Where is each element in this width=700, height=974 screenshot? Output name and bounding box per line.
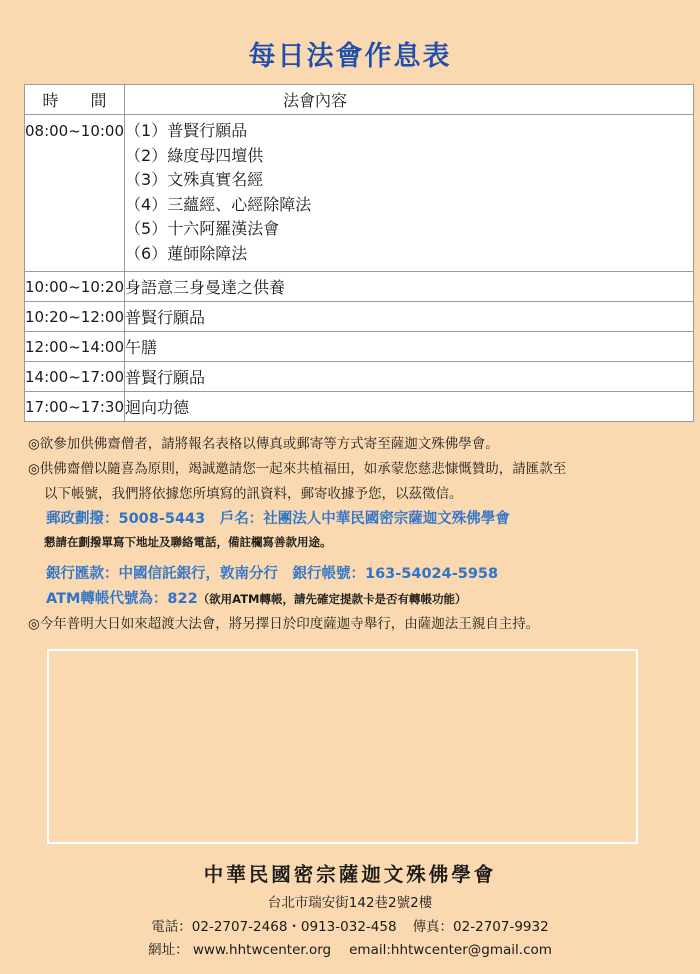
organization-name: 中華民國密宗薩迦文殊佛學會 [203, 863, 497, 886]
web-line [0, 938, 700, 958]
list-item: （2）綠度母四壇供 [125, 145, 264, 165]
table-row [25, 332, 694, 362]
note-donation-line2: 以下帳號，我們將依據您所填寫的訊資料，郵寄收據予您，以茲徵信。 [44, 486, 463, 502]
list-item: （1）普賢行願品 [125, 121, 248, 140]
list-item: （5）十六阿羅漢法會 [125, 219, 280, 238]
email-link[interactable]: email:hhtwcenter@gmail.com [349, 942, 552, 958]
table-row [25, 115, 694, 272]
table-row [25, 362, 694, 392]
content-cell: 午膳 [125, 332, 694, 362]
content-cell: 普賢行願品 [125, 362, 694, 392]
header-content-label: 法會內容 [283, 91, 348, 110]
time-cell: 08:00~10:00 [25, 115, 125, 272]
atm-line [46, 587, 466, 608]
table-row [25, 392, 694, 422]
time-cell: 10:20~12:00 [25, 302, 125, 332]
blank-box [47, 649, 638, 844]
page-title: 每日法會作息表 [248, 41, 452, 72]
table-row [25, 272, 694, 302]
time-cell: 14:00~17:00 [25, 362, 125, 392]
time-cell: 12:00~14:00 [25, 332, 125, 362]
schedule-table [24, 84, 694, 422]
web-label: 網址： [148, 942, 189, 958]
list-item: （6）蓮師除障法 [125, 243, 248, 263]
bank-account: 銀行匯款：中國信託銀行，敦南分行 銀行帳號：163-54024-5958 [46, 566, 499, 582]
list-item: （4）三蘊經、心經除障法 [125, 194, 312, 214]
list-item: （3）文殊真實名經 [125, 170, 264, 189]
time-cell: 17:00~17:30 [25, 392, 125, 422]
website-link[interactable]: www.hhtwcenter.org [192, 942, 332, 958]
content-cell: 普賢行願品 [125, 302, 694, 332]
header-time: 時 間 [25, 85, 125, 115]
table-header-row [25, 85, 694, 115]
content-cell: 身語意三身曼達之供養 [125, 272, 694, 302]
note-donation-line1: ◎供佛齋僧以隨喜為原則，竭誠邀請您一起來共植福田，如承蒙您慈悲慷慨贊助，請匯款至 [28, 461, 567, 477]
note-ceremony: ◎今年普明大日如來超渡大法會，將另擇日於印度薩迦寺舉行，由薩迦法王親自主持。 [28, 616, 540, 632]
time-cell: 10:00~10:20 [25, 272, 125, 302]
content-cell: 迴向功德 [125, 392, 694, 422]
fax-number: 傳真：02-2707-9932 [412, 919, 549, 935]
contact-line [0, 915, 700, 935]
content-cell [125, 115, 694, 272]
postal-account: 郵政劃撥：5008-5443 戶名：社團法人中華民國密宗薩迦文殊佛學會 [46, 511, 510, 527]
note-participation: ◎欲參加供佛齋僧者，請將報名表格以傳真或郵寄等方式寄至薩迦文殊佛學會。 [28, 436, 499, 452]
phone-number: 電話：02-2707-2468・0913-032-458 [151, 919, 397, 935]
address: 台北市瑞安街142巷2號2樓 [267, 895, 433, 911]
header-content [125, 85, 694, 115]
atm-code: ATM轉帳代號為：822 [46, 591, 198, 607]
table-row [25, 302, 694, 332]
atm-note: （欲用ATM轉帳，請先確定提款卡是否有轉帳功能） [197, 592, 467, 606]
postal-note: 懇請在劃撥單寫下地址及聯絡電話，備註欄寫善款用途。 [44, 535, 332, 549]
